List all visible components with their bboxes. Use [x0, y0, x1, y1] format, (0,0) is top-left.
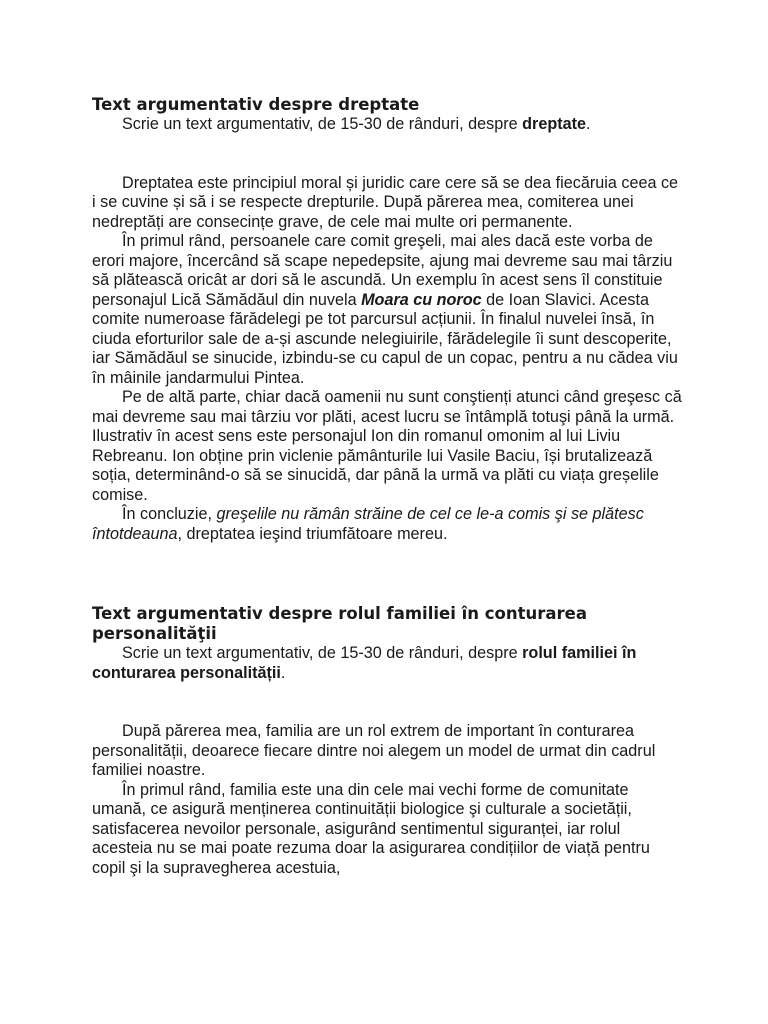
prompt-topic: dreptate [522, 115, 586, 133]
paragraph-introduction: Dreptatea este principiul moral și juridic care cere să se dea fiecăruia ceea ce i se cuvine și să i se respecte drepturile. După părerea mea, comiterea unei nedreptăți are consecințe grave, de cele mai multe ori permanente. [92, 173, 679, 231]
paragraph-argument-2: Pe de altă parte, chiar dacă oamenii nu sunt conştienți atunci când greşesc că mai devreme sau mai târziu vor plăti, acest lucru se întâmplă totuşi până la urmă. Ilustrativ în acest sens este personajul Ion din romanul omonim al lui Liviu Rebreanu. Ion obține prin viclenie pământurile lui Vasile Baciu, își brutalizează soția, determinând-o să se sinucidă, dar până la urmă va plăti cu viața greșelile comise. [92, 388, 682, 504]
paragraph-argument-1 [92, 232, 682, 388]
paragraph-text: În primul rând, persoanele care comit greşeli, mai ales dacă este vorba de erori majore, încercând să scape nepedepsite, ajung mai devreme sau mai târziu să plătească oricât ar dori să le ascundă. Un exemplu în acest sens îl constituie personajul Lică Sămădăul din nuvela [92, 232, 673, 309]
paragraph-text: În concluzie, [122, 505, 217, 523]
spacer [92, 544, 682, 604]
paragraph-conclusion [92, 505, 682, 544]
prompt-end: . [280, 663, 286, 682]
prompt-text: Scrie un text argumentativ, de 15-30 de rânduri, despre [122, 644, 523, 662]
document-page [92, 95, 682, 878]
spacer [92, 683, 682, 722]
prompt-topic: rolul familiei în conturarea personalității [92, 644, 637, 682]
paragraph-text: de Ioan Slavici. Acesta comite numeroase fărădelegi pe tot parcursul acțiunii. În finalul nuvelei însă, în ciuda eforturilor sale de a-și ascunde nelegiuirile, fărădelegile îi sunt descoperite, iar Sămădăul se sinucide, izbindu-se cu capul de un copac, pentru a nu cădea viu în mâinile jandarmului Pintea. [92, 290, 678, 387]
prompt-end: . [586, 115, 591, 133]
paragraph-text: , dreptatea ieşind triumfătoare mereu. [177, 524, 448, 543]
work-title: Moara cu noroc [361, 290, 482, 309]
prompt-dreptate [92, 115, 682, 135]
emphasized-text: greşelile nu rămân străine de cel ce le-a comis şi se plătesc întotdeauna [92, 505, 644, 543]
prompt-familie [92, 644, 682, 683]
section-heading-familie: Text argumentativ despre rolul familiei în conturarea personalităţii [92, 604, 587, 643]
paragraph-argument-1: În primul rând, familia este una din cele mai vechi forme de comunitate umană, ce asigură menținerea continuității biologice şi culturale a societății, satisfacerea nevoilor personale, asigurând sentimentul siguranței, iar rolul acesteia nu se mai poate rezuma doar la asigurarea condițiilor de viață pentru copil şi la supravegherea acestuia, [92, 780, 650, 877]
paragraph-introduction: După părerea mea, familia are un rol extrem de important în conturarea personalității, deoarece fiecare dintre noi alegem un model de urmat din cadrul familiei noastre. [92, 722, 656, 779]
prompt-text: Scrie un text argumentativ, de 15-30 de rânduri, despre [122, 115, 523, 133]
section-heading-dreptate: Text argumentativ despre dreptate [92, 95, 420, 114]
spacer [92, 135, 682, 174]
